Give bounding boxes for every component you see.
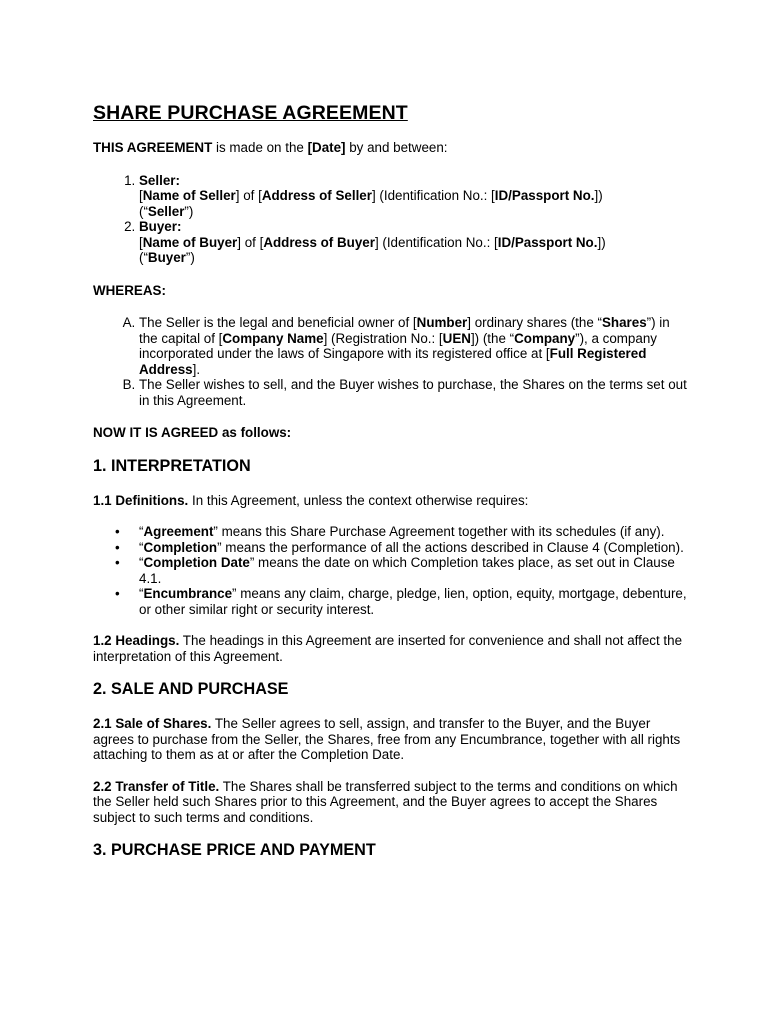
buyer-heading: Buyer: bbox=[139, 219, 182, 234]
party-seller bbox=[139, 173, 688, 220]
definition-text: ” means the performance of all the actions described in Clause 4 (Completion). bbox=[217, 539, 684, 555]
clause-1-2-label: 1.2 Headings. bbox=[93, 633, 180, 648]
recital-text: ]. bbox=[192, 361, 201, 377]
clause-1-2 bbox=[93, 633, 688, 664]
definition-text: ” means any claim, charge, pledge, lien, option, equity, mortgage, debenture, or other similar right or security interest. bbox=[139, 586, 687, 617]
seller-heading: Seller: bbox=[139, 172, 180, 188]
definition-text: ” means this Share Purchase Agreement together with its schedules (if any). bbox=[213, 524, 665, 539]
definition-text: ” means the date on which Completion takes place, as set out in Clause 4.1. bbox=[139, 555, 675, 586]
recital-b: B. The Seller wishes to sell, and the Buyer wishes to purchase, the Shares on the terms set out in this Agreement. bbox=[139, 377, 688, 408]
party-buyer bbox=[139, 219, 688, 266]
intro-lead: THIS AGREEMENT bbox=[93, 140, 213, 155]
buyer-id: ID/Passport No. bbox=[497, 234, 598, 250]
recital-shares: Shares bbox=[601, 315, 647, 330]
buyer-text: ] (Identification No.: [ bbox=[374, 234, 498, 250]
buyer-name: Name of Buyer bbox=[142, 234, 238, 250]
seller-name: Name of Seller bbox=[142, 188, 236, 203]
definition-item bbox=[139, 524, 688, 540]
recital-company: Company bbox=[514, 330, 576, 346]
definition-quote: “ bbox=[139, 524, 144, 539]
seller-text: (“ bbox=[139, 203, 148, 219]
clause-2-2 bbox=[93, 779, 688, 826]
intro-paragraph bbox=[93, 140, 688, 156]
recital-text: ] (Registration No.: [ bbox=[323, 330, 443, 346]
section-2-heading: 2. SALE AND PURCHASE bbox=[93, 680, 289, 698]
seller-text: ]) bbox=[594, 188, 603, 203]
intro-date: [Date] bbox=[307, 140, 346, 155]
clause-1-1-text: In this Agreement, unless the context otherwise requires: bbox=[188, 492, 529, 508]
seller-text: ”) bbox=[184, 203, 194, 219]
section-1-heading: 1. INTERPRETATION bbox=[93, 456, 251, 475]
clause-1-2-text: The headings in this Agreement are inserted for convenience and shall not affect the interpretation of this Agreement. bbox=[93, 633, 683, 664]
clause-1-1-label: 1.1 Definitions. bbox=[93, 492, 189, 508]
section-3-heading: 3. PURCHASE PRICE AND PAYMENT bbox=[93, 841, 376, 859]
definitions-list bbox=[93, 524, 688, 617]
definition-item bbox=[139, 586, 688, 617]
definition-term: Completion bbox=[143, 539, 218, 555]
definition-term: Completion Date bbox=[143, 555, 250, 570]
recital-company-name: Company Name bbox=[222, 330, 324, 346]
recital-text: ]) (the “ bbox=[470, 330, 515, 346]
seller-text: ] (Identification No.: [ bbox=[371, 188, 495, 203]
definition-item bbox=[139, 540, 688, 556]
clause-2-2-text: The Shares shall be transferred subject to the terms and conditions on which the Seller held such Shares prior to this Agreement, and the Buyer agrees to accept the Shares subject to such terms and conditions. bbox=[93, 778, 678, 825]
recital-text: ”) in the capital of [ bbox=[139, 315, 670, 346]
intro-text-1: is made on the bbox=[212, 140, 308, 155]
recitals-list bbox=[93, 315, 688, 408]
buyer-definition: Buyer bbox=[147, 250, 186, 265]
recital-text: The Seller is the legal and beneficial owner of [ bbox=[139, 315, 417, 330]
recital-number: Number bbox=[416, 315, 468, 330]
recital-address: Full Registered Address bbox=[139, 346, 647, 377]
whereas-heading: WHEREAS: bbox=[93, 282, 166, 298]
seller-address: Address of Seller bbox=[261, 188, 372, 203]
clause-2-2-label: 2.2 Transfer of Title. bbox=[93, 778, 220, 794]
definition-quote: “ bbox=[139, 586, 144, 601]
definition-term: Encumbrance bbox=[143, 586, 233, 601]
definition-item bbox=[139, 555, 688, 586]
clause-2-1-label: 2.1 Sale of Shares. bbox=[93, 716, 212, 731]
parties-list bbox=[93, 173, 688, 266]
agreed-heading: NOW IT IS AGREED as follows: bbox=[93, 425, 292, 440]
definition-quote: “ bbox=[139, 555, 144, 570]
document-title: SHARE PURCHASE AGREEMENT bbox=[93, 102, 408, 124]
buyer-text: ] of [ bbox=[237, 234, 264, 250]
seller-id: ID/Passport No. bbox=[494, 188, 595, 203]
definition-term: Agreement bbox=[143, 524, 214, 539]
intro-text-2: by and between: bbox=[345, 140, 448, 155]
seller-text: ] of [ bbox=[235, 188, 262, 203]
seller-text: [ bbox=[139, 188, 143, 203]
definition-quote: “ bbox=[139, 539, 144, 555]
clause-1-1 bbox=[93, 493, 688, 509]
buyer-text: ”) bbox=[185, 250, 195, 265]
buyer-text: [ bbox=[139, 234, 143, 250]
recital-uen: UEN bbox=[442, 330, 471, 346]
buyer-text: (“ bbox=[139, 250, 148, 265]
clause-2-1-text: The Seller agrees to sell, assign, and transfer to the Buyer, and the Buyer agrees to purchase from the Seller, the Shares, free from any Encumbrance, together with all rights attaching to them as at or after the Completion Date. bbox=[93, 716, 681, 762]
buyer-address: Address of Buyer bbox=[263, 234, 375, 250]
buyer-text: ]) bbox=[597, 234, 606, 250]
recital-a bbox=[139, 315, 688, 377]
recital-text: ”), a company incorporated under the laws of Singapore with its registered office at [ bbox=[139, 330, 657, 361]
recital-text: ] ordinary shares (the “ bbox=[467, 315, 602, 330]
clause-2-1 bbox=[93, 716, 688, 763]
seller-definition: Seller bbox=[147, 203, 185, 219]
